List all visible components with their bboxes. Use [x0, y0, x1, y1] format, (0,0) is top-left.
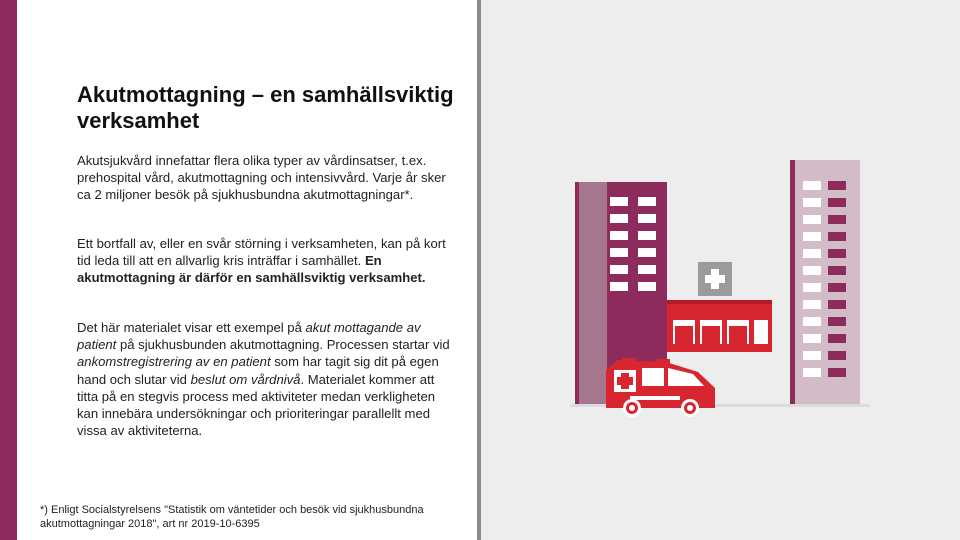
building-window — [828, 181, 846, 190]
building-window — [803, 215, 821, 224]
importance-paragraph — [77, 235, 457, 287]
page-title: Akutmottagning – en samhällsviktig verksamhet — [77, 82, 454, 133]
building-window — [828, 334, 846, 343]
building-window — [638, 214, 656, 223]
building-window — [828, 232, 846, 241]
importance-conclusion: En akutmottagning är därför en samhällsviktig verksamhet. — [77, 253, 426, 286]
building-window — [828, 266, 846, 275]
building-window — [803, 181, 821, 190]
building-window — [803, 249, 821, 258]
footnote: *) Enligt Socialstyrelsens "Statistik om väntetider och besök vid sjukhusbundna akutmottagningar 2018", art nr 2019-10-6395 — [40, 504, 424, 530]
building-window — [638, 197, 656, 206]
material-emphasis-3: beslut om vårdnivå — [190, 371, 301, 387]
building-window — [610, 265, 628, 274]
medical-cross-icon — [698, 262, 732, 296]
building-window — [803, 317, 821, 326]
building-window — [828, 351, 846, 360]
building-window — [828, 198, 846, 207]
hospital-illustration — [570, 160, 870, 420]
building-window — [828, 283, 846, 292]
importance-text: Ett bortfall av, eller en svår störning i verksamheten, kan på kort tid leda till att en allvarlig kris inträffar i samhället. — [77, 236, 446, 269]
building-window — [803, 334, 821, 343]
building-window — [828, 249, 846, 258]
building-window — [638, 265, 656, 274]
building-window — [638, 248, 656, 257]
building-window — [803, 368, 821, 377]
material-text-4: . Materialet kommer att titta på en stegvis process med aktiviteter medan verkligheten kan innebära undersökningar och prioriteringar parallellt med vissa av aktiviteterna. — [77, 371, 436, 439]
building-window — [638, 282, 656, 291]
building-window — [803, 232, 821, 241]
material-text-3: som har tagit sig dit på egen hand och slutar vid — [77, 354, 439, 387]
panel-divider — [477, 0, 481, 540]
building-window — [610, 214, 628, 223]
material-emphasis-1: akut mottagande av patient — [77, 320, 421, 353]
intro-paragraph: Akutsjukvård innefattar flera olika typer av vårdinsatser, t.ex. prehospital vård, akutmottagning och intensivvård. Varje år sker ca 2 miljoner besök på sjukhusbundna akutmottagningar*. — [77, 153, 446, 203]
building-window — [610, 282, 628, 291]
building-window — [803, 283, 821, 292]
building-window — [828, 300, 846, 309]
building-window — [610, 197, 628, 206]
material-emphasis-2: ankomstregistrering av en patient — [77, 354, 271, 370]
emergency-entrance — [667, 300, 772, 352]
building-window — [828, 317, 846, 326]
material-paragraph — [77, 319, 457, 439]
right-building — [790, 160, 860, 404]
building-window — [803, 300, 821, 309]
building-window — [828, 368, 846, 377]
building-window — [803, 266, 821, 275]
building-window — [828, 215, 846, 224]
ambulance-icon — [606, 358, 715, 417]
building-window — [803, 351, 821, 360]
left-accent-bar — [0, 0, 17, 540]
building-window — [803, 198, 821, 207]
building-window — [610, 231, 628, 240]
building-window — [610, 248, 628, 257]
building-window — [638, 231, 656, 240]
material-text-1: Det här materialet visar ett exempel på — [77, 320, 306, 335]
material-text-2: på sjukhusbunden akutmottagning. Processen startar vid — [116, 337, 450, 353]
